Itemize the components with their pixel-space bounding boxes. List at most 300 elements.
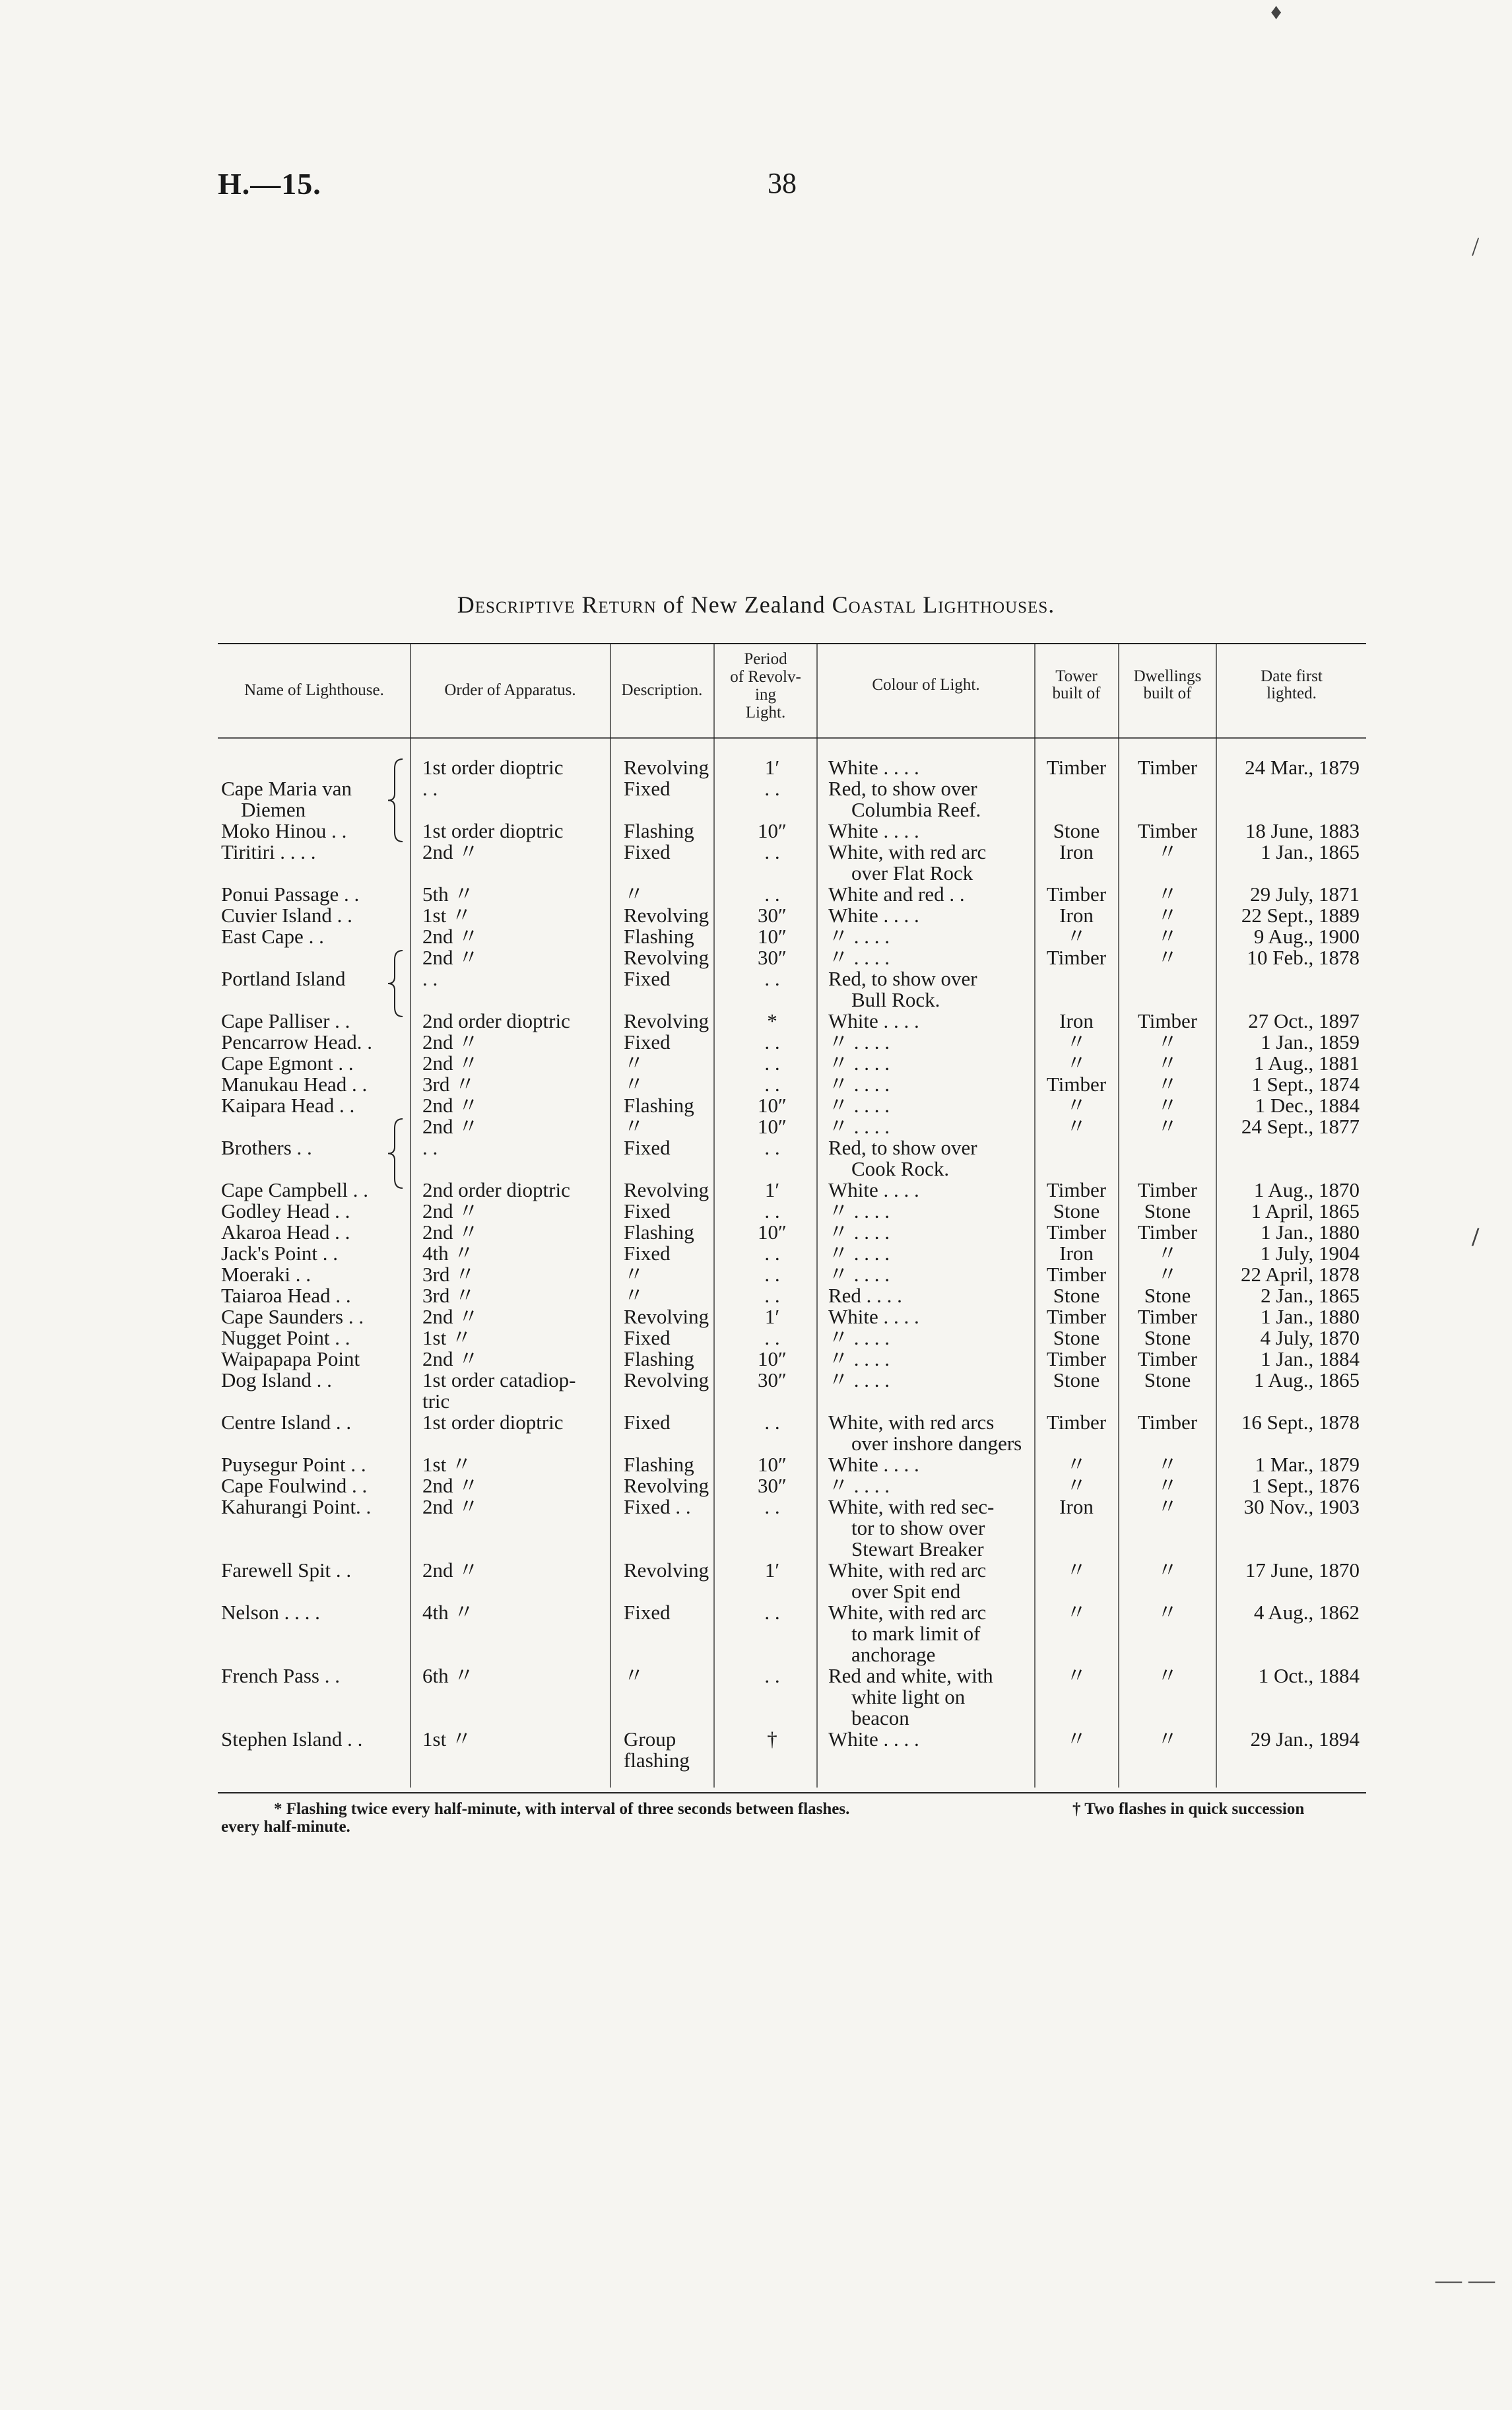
cell-desc: Fixed <box>624 967 671 990</box>
table-row <box>221 1284 1360 1307</box>
cell-date: 24 Mar., 1879 <box>1245 756 1360 779</box>
cell-date: 1 Aug., 1865 <box>1253 1368 1360 1391</box>
cell-dwell: Timber <box>1137 1411 1198 1434</box>
cell-tower: Iron <box>1059 840 1094 863</box>
cell-period: . . <box>764 1664 780 1687</box>
cell-date: 29 Jan., 1894 <box>1250 1727 1360 1751</box>
table-row <box>221 1030 1360 1054</box>
cell-date: 1 Jan., 1859 <box>1261 1030 1360 1054</box>
cell-dwell: Timber <box>1137 1009 1198 1032</box>
cell-period: . . <box>764 1136 780 1159</box>
cell-tower: 〃 <box>1066 1094 1087 1117</box>
cell-tower: 〃 <box>1066 1601 1087 1624</box>
cell-colour: 〃 . . . . <box>828 1474 890 1497</box>
table-row <box>851 861 973 885</box>
cell-dwell: 〃 <box>1157 1094 1178 1117</box>
col-header-description: Description. <box>621 681 703 699</box>
table-row <box>851 1685 966 1708</box>
table-row <box>221 1305 1360 1328</box>
cell-period: 1′ <box>764 1558 780 1582</box>
cell-period: 30″ <box>758 1474 787 1497</box>
cell-order: 2nd 〃 <box>422 1052 479 1075</box>
cell-period: . . <box>764 777 780 800</box>
cell-name: Cape Maria van <box>221 777 352 800</box>
table-body <box>221 756 1360 1772</box>
table-row <box>221 1453 1360 1476</box>
cell-order: 6th 〃 <box>422 1664 475 1687</box>
cell-desc: 〃 <box>624 1284 644 1307</box>
cell-order: . . <box>422 967 438 990</box>
cell-period: . . <box>764 883 780 906</box>
cell-desc: flashing <box>624 1749 690 1772</box>
cell-desc: Flashing <box>624 1453 694 1476</box>
cell-desc: Revolving <box>624 1474 709 1497</box>
cell-tower: 〃 <box>1066 1453 1087 1476</box>
table-row <box>221 1326 1360 1349</box>
table-row <box>221 1411 1360 1434</box>
cell-name: Diemen <box>241 798 306 821</box>
cell-order: 2nd 〃 <box>422 1030 479 1054</box>
cell-desc: Revolving <box>624 1305 709 1328</box>
cell-order: 1st order dioptric <box>422 819 564 842</box>
cell-name: French Pass . . <box>221 1664 340 1687</box>
cell-order: 1st order dioptric <box>422 756 564 779</box>
cell-order: 2nd 〃 <box>422 925 479 948</box>
cell-colour: Bull Rock. <box>851 988 940 1011</box>
col-header-period: Period <box>744 650 787 668</box>
cell-tower: 〃 <box>1066 1664 1087 1687</box>
cell-order: 1st order dioptric <box>422 1411 564 1434</box>
cell-period: † <box>767 1727 777 1751</box>
table-row <box>221 904 1360 927</box>
cell-dwell: Timber <box>1137 1221 1198 1244</box>
cell-tower: Timber <box>1046 756 1107 779</box>
cell-colour: White . . . . <box>828 1178 919 1201</box>
cell-desc: Fixed <box>624 1136 671 1159</box>
table-row <box>221 777 977 800</box>
cell-period: . . <box>764 1263 780 1286</box>
cell-dwell: Timber <box>1137 1178 1198 1201</box>
cell-name: Manukau Head . . <box>221 1073 368 1096</box>
cell-order: 2nd 〃 <box>422 946 479 969</box>
cell-desc: 〃 <box>624 1073 644 1096</box>
cell-name: Portland Island <box>221 967 346 990</box>
table-row <box>221 1558 1360 1582</box>
cell-colour: 〃 . . . . <box>828 946 890 969</box>
cell-desc: Fixed . . <box>624 1495 691 1518</box>
cell-colour: White, with red arc <box>828 840 987 863</box>
table-braces <box>388 759 403 1188</box>
cell-colour: White, with red arc <box>828 1601 987 1624</box>
cell-date: 1 Mar., 1879 <box>1255 1453 1360 1476</box>
col-header-dwellings: Dwellings <box>1133 667 1202 685</box>
table-row <box>422 1115 1360 1138</box>
cell-dwell: 〃 <box>1157 1558 1178 1582</box>
cell-desc: Revolving <box>624 904 709 927</box>
cell-desc: Flashing <box>624 925 694 948</box>
cell-period: 10″ <box>758 1115 787 1138</box>
cell-period: . . <box>764 1073 780 1096</box>
table-row <box>221 1052 1360 1075</box>
cell-colour: over Spit end <box>851 1580 961 1603</box>
cell-colour: 〃 . . . . <box>828 1242 890 1265</box>
table-row <box>221 1009 1360 1032</box>
cell-period: . . <box>764 1411 780 1434</box>
cell-dwell: 〃 <box>1157 1453 1178 1476</box>
cell-date: 22 Sept., 1889 <box>1241 904 1360 927</box>
cell-dwell: 〃 <box>1157 1073 1178 1096</box>
col-header-period: of Revolv- <box>730 668 801 686</box>
cell-name: Puysegur Point . . <box>221 1453 366 1476</box>
cell-name: Cape Egmont . . <box>221 1052 354 1075</box>
table-row <box>422 1389 449 1413</box>
cell-tower: Iron <box>1059 904 1094 927</box>
cell-tower: 〃 <box>1066 1727 1087 1751</box>
col-header-date: lighted. <box>1266 685 1317 702</box>
cell-name: East Cape . . <box>221 925 324 948</box>
cell-order: . . <box>422 1136 438 1159</box>
cell-tower: 〃 <box>1066 1030 1087 1054</box>
table-row <box>221 1221 1360 1244</box>
cell-colour: 〃 . . . . <box>828 1263 890 1286</box>
col-header-dwellings: built of <box>1143 685 1192 702</box>
cell-name: Cape Foulwind . . <box>221 1474 368 1497</box>
table-row <box>221 883 1360 906</box>
cell-name: Ponui Passage . . <box>221 883 360 906</box>
cell-name: Nugget Point . . <box>221 1326 350 1349</box>
table-header <box>244 650 1323 721</box>
cell-desc: Fixed <box>624 1030 671 1054</box>
table-row <box>221 1664 1360 1687</box>
cell-colour: 〃 . . . . <box>828 1326 890 1349</box>
table-row <box>422 756 1360 779</box>
cell-order: 1st 〃 <box>422 1326 472 1349</box>
page-reference: H.—15. <box>218 167 321 201</box>
scan-mark: / <box>1472 232 1480 261</box>
table-row <box>221 967 977 990</box>
cell-colour: Red, to show over <box>828 777 977 800</box>
col-header-tower: built of <box>1052 685 1101 702</box>
cell-date: 1 Sept., 1876 <box>1251 1474 1360 1497</box>
cell-period: 10″ <box>758 819 787 842</box>
row-group-brace <box>388 1119 403 1188</box>
table-row <box>221 1474 1360 1497</box>
cell-desc: 〃 <box>624 1115 644 1138</box>
cell-order: 4th 〃 <box>422 1242 475 1265</box>
cell-tower: Iron <box>1059 1009 1094 1032</box>
cell-date: 1 July, 1904 <box>1260 1242 1360 1265</box>
cell-date: 9 Aug., 1900 <box>1253 925 1360 948</box>
cell-order: 2nd 〃 <box>422 840 479 863</box>
cell-dwell: 〃 <box>1157 1474 1178 1497</box>
table-row <box>851 1516 985 1539</box>
cell-order: 2nd 〃 <box>422 1094 479 1117</box>
title-part-2: of New Zealand <box>656 591 832 618</box>
cell-colour: 〃 . . . . <box>828 1115 890 1138</box>
cell-desc: Revolving <box>624 946 709 969</box>
cell-date: 1 April, 1865 <box>1251 1199 1360 1222</box>
cell-desc: Fixed <box>624 1199 671 1222</box>
cell-order: 2nd order dioptric <box>422 1178 570 1201</box>
cell-date: 17 June, 1870 <box>1245 1558 1360 1582</box>
cell-dwell: 〃 <box>1157 1601 1178 1624</box>
cell-name: Kaipara Head . . <box>221 1094 355 1117</box>
cell-period: . . <box>764 1284 780 1307</box>
cell-order: 2nd 〃 <box>422 1558 479 1582</box>
cell-name: Centre Island . . <box>221 1411 352 1434</box>
cell-period: . . <box>764 1242 780 1265</box>
cell-date: 22 April, 1878 <box>1241 1263 1360 1286</box>
cell-name: Tiritiri . . . . <box>221 840 316 863</box>
cell-colour: 〃 . . . . <box>828 1073 890 1096</box>
cell-order: 2nd 〃 <box>422 1115 479 1138</box>
cell-dwell: 〃 <box>1157 840 1178 863</box>
table-row <box>851 988 940 1011</box>
cell-order: 2nd 〃 <box>422 1495 479 1518</box>
table-row <box>221 1199 1360 1222</box>
cell-colour: over inshore dangers <box>851 1432 1022 1455</box>
cell-order: 2nd 〃 <box>422 1347 479 1370</box>
cell-period: . . <box>764 840 780 863</box>
cell-date: 2 Jan., 1865 <box>1261 1284 1360 1307</box>
cell-desc: Fixed <box>624 1411 671 1434</box>
cell-colour: Red, to show over <box>828 1136 977 1159</box>
cell-desc: Fixed <box>624 1601 671 1624</box>
table-row <box>851 1622 981 1645</box>
cell-tower: 〃 <box>1066 1558 1087 1582</box>
cell-date: 30 Nov., 1903 <box>1243 1495 1360 1518</box>
cell-colour: white light on <box>851 1685 966 1708</box>
cell-dwell: Stone <box>1144 1368 1191 1391</box>
table-row <box>851 1706 909 1729</box>
cell-date: 29 July, 1871 <box>1250 883 1360 906</box>
cell-tower: 〃 <box>1066 1052 1087 1075</box>
cell-name: Taiaroa Head . . <box>221 1284 351 1307</box>
cell-order: tric <box>422 1389 450 1413</box>
cell-order: . . <box>422 777 438 800</box>
cell-dwell: 〃 <box>1157 1115 1178 1138</box>
cell-colour: 〃 . . . . <box>828 1030 890 1054</box>
col-header-period: Light. <box>745 704 786 721</box>
cell-dwell: Stone <box>1144 1284 1191 1307</box>
title-part-3: Coastal Lighthouses <box>832 591 1049 618</box>
cell-date: 1 Dec., 1884 <box>1255 1094 1360 1117</box>
cell-date: 10 Feb., 1878 <box>1247 946 1360 969</box>
cell-colour: White . . . . <box>828 819 919 842</box>
cell-tower: Timber <box>1046 1263 1107 1286</box>
cell-date: 1 Aug., 1881 <box>1253 1052 1360 1075</box>
cell-date: 16 Sept., 1878 <box>1241 1411 1360 1434</box>
cell-dwell: 〃 <box>1157 1052 1178 1075</box>
cell-colour: 〃 . . . . <box>828 925 890 948</box>
cell-name: Moeraki . . <box>221 1263 312 1286</box>
cell-period: * <box>767 1009 777 1032</box>
table-row <box>221 1495 1360 1518</box>
cell-dwell: Timber <box>1137 819 1198 842</box>
cell-order: 1st 〃 <box>422 904 472 927</box>
cell-date: 1 Jan., 1880 <box>1261 1305 1360 1328</box>
table-row <box>221 1178 1360 1201</box>
title-part-4: . <box>1048 591 1055 618</box>
cell-name: Moko Hinou . . <box>221 819 347 842</box>
cell-desc: Revolving <box>624 1009 709 1032</box>
cell-desc: Revolving <box>624 1368 709 1391</box>
cell-desc: Flashing <box>624 819 694 842</box>
cell-date: 18 June, 1883 <box>1245 819 1360 842</box>
cell-colour: White . . . . <box>828 1727 919 1751</box>
cell-order: 2nd 〃 <box>422 1199 479 1222</box>
cell-dwell: 〃 <box>1157 1664 1178 1687</box>
cell-date: 1 Jan., 1865 <box>1261 840 1360 863</box>
cell-order: 5th 〃 <box>422 883 475 906</box>
cell-period: 30″ <box>758 904 787 927</box>
cell-colour: Red and white, with <box>828 1664 993 1687</box>
cell-colour: anchorage <box>851 1643 936 1666</box>
cell-name: Stephen Island . . <box>221 1727 363 1751</box>
cell-tower: Stone <box>1053 1326 1100 1349</box>
cell-date: 1 Oct., 1884 <box>1258 1664 1360 1687</box>
cell-tower: Timber <box>1046 1178 1107 1201</box>
cell-dwell: 〃 <box>1157 1030 1178 1054</box>
table-row <box>221 1601 1360 1624</box>
cell-tower: 〃 <box>1066 1115 1087 1138</box>
cell-tower: Timber <box>1046 1347 1107 1370</box>
cell-tower: 〃 <box>1066 925 1087 948</box>
page-number: 38 <box>768 167 797 199</box>
cell-colour: White . . . . <box>828 1009 919 1032</box>
col-header-name: Name of Lighthouse. <box>244 681 384 699</box>
scan-mark: — — <box>1435 2265 1495 2294</box>
cell-period: 1′ <box>764 1178 780 1201</box>
cell-desc: 〃 <box>624 1664 644 1687</box>
table-row <box>221 1136 977 1159</box>
cell-colour: 〃 . . . . <box>828 1094 890 1117</box>
cell-name: Cape Saunders . . <box>221 1305 364 1328</box>
cell-period: . . <box>764 1326 780 1349</box>
table-row <box>221 819 1360 842</box>
cell-name: Jack's Point . . <box>221 1242 338 1265</box>
cell-order: 3rd 〃 <box>422 1073 476 1096</box>
cell-name: Cape Palliser . . <box>221 1009 350 1032</box>
cell-name: Nelson . . . . <box>221 1601 320 1624</box>
cell-order: 4th 〃 <box>422 1601 475 1624</box>
cell-period: 10″ <box>758 925 787 948</box>
cell-desc: Revolving <box>624 756 709 779</box>
cell-period: 10″ <box>758 1347 787 1370</box>
table-row <box>221 1242 1360 1265</box>
cell-colour: White . . . . <box>828 1453 919 1476</box>
cell-name: Cape Campbell . . <box>221 1178 368 1201</box>
table-row <box>624 1749 690 1772</box>
footnote-flashing: * Flashing twice every half-minute, with interval of three seconds between flashes. <box>274 1800 850 1818</box>
cell-period: . . <box>764 1199 780 1222</box>
row-group-brace <box>388 951 403 1017</box>
cell-desc: Flashing <box>624 1094 694 1117</box>
cell-date: 1 Aug., 1870 <box>1253 1178 1360 1201</box>
col-header-colour: Colour of Light. <box>872 676 980 694</box>
cell-tower: Iron <box>1059 1495 1094 1518</box>
cell-desc: Revolving <box>624 1178 709 1201</box>
table-row <box>851 1537 984 1560</box>
col-header-period: ing <box>755 686 776 704</box>
cell-colour: Red . . . . <box>828 1284 902 1307</box>
cell-order: 1st 〃 <box>422 1453 472 1476</box>
cell-tower: 〃 <box>1066 1474 1087 1497</box>
cell-dwell: Timber <box>1137 756 1198 779</box>
cell-period: . . <box>764 967 780 990</box>
cell-colour: White . . . . <box>828 904 919 927</box>
cell-order: 2nd 〃 <box>422 1305 479 1328</box>
table-row <box>851 1432 1022 1455</box>
cell-date: 1 Jan., 1880 <box>1261 1221 1360 1244</box>
table-row <box>221 1073 1360 1096</box>
cell-order: 1st order catadiop- <box>422 1368 576 1391</box>
cell-order: 2nd 〃 <box>422 1221 479 1244</box>
cell-colour: White and red . . <box>828 883 965 906</box>
cell-colour: White, with red arc <box>828 1558 987 1582</box>
cell-dwell: 〃 <box>1157 1727 1178 1751</box>
table-row <box>221 1263 1360 1286</box>
cell-colour: Cook Rock. <box>851 1157 950 1180</box>
cell-tower: Timber <box>1046 883 1107 906</box>
cell-colour: White, with red sec- <box>828 1495 995 1518</box>
col-header-date: Date first <box>1261 667 1323 685</box>
cell-period: 10″ <box>758 1094 787 1117</box>
table-row <box>221 1347 1360 1370</box>
cell-period: . . <box>764 1495 780 1518</box>
cell-tower: Stone <box>1053 1284 1100 1307</box>
cell-desc: Flashing <box>624 1221 694 1244</box>
cell-desc: Revolving <box>624 1558 709 1582</box>
cell-desc: Group <box>624 1727 676 1751</box>
cell-colour: 〃 . . . . <box>828 1221 890 1244</box>
cell-tower: Stone <box>1053 1368 1100 1391</box>
cell-name: Cuvier Island . . <box>221 904 352 927</box>
title-part-1: Descriptive Return <box>457 591 657 618</box>
cell-desc: Fixed <box>624 777 671 800</box>
cell-name: Kahurangi Point. . <box>221 1495 372 1518</box>
cell-dwell: 〃 <box>1157 904 1178 927</box>
cell-tower: Timber <box>1046 1073 1107 1096</box>
cell-tower: Iron <box>1059 1242 1094 1265</box>
cell-colour: over Flat Rock <box>851 861 973 885</box>
cell-dwell: Stone <box>1144 1326 1191 1349</box>
cell-period: . . <box>764 1030 780 1054</box>
cell-name: Brothers . . <box>221 1136 312 1159</box>
table-row <box>851 1157 949 1180</box>
cell-name: Dog Island . . <box>221 1368 332 1391</box>
cell-period: 30″ <box>758 1368 787 1391</box>
cell-colour: White, with red arcs <box>828 1411 995 1434</box>
cell-period: 1′ <box>764 1305 780 1328</box>
cell-period: 10″ <box>758 1221 787 1244</box>
cell-colour: Stewart Breaker <box>851 1537 984 1560</box>
cell-dwell: 〃 <box>1157 1263 1178 1286</box>
footnote-group-flashing: † Two flashes in quick succession <box>1072 1800 1305 1818</box>
cell-date: 4 July, 1870 <box>1260 1326 1360 1349</box>
cell-order: 3rd 〃 <box>422 1263 476 1286</box>
scan-mark: ♦ <box>1270 0 1282 24</box>
cell-name: Waipapapa Point <box>221 1347 360 1370</box>
table-row <box>851 1643 935 1666</box>
footnote-flashing-cont: every half-minute. <box>221 1818 350 1836</box>
cell-dwell: Timber <box>1137 1305 1198 1328</box>
cell-desc: Fixed <box>624 1242 671 1265</box>
table-row <box>221 1094 1360 1117</box>
cell-colour: Red, to show over <box>828 967 977 990</box>
cell-order: 2nd order dioptric <box>422 1009 570 1032</box>
row-group-brace <box>388 759 403 842</box>
